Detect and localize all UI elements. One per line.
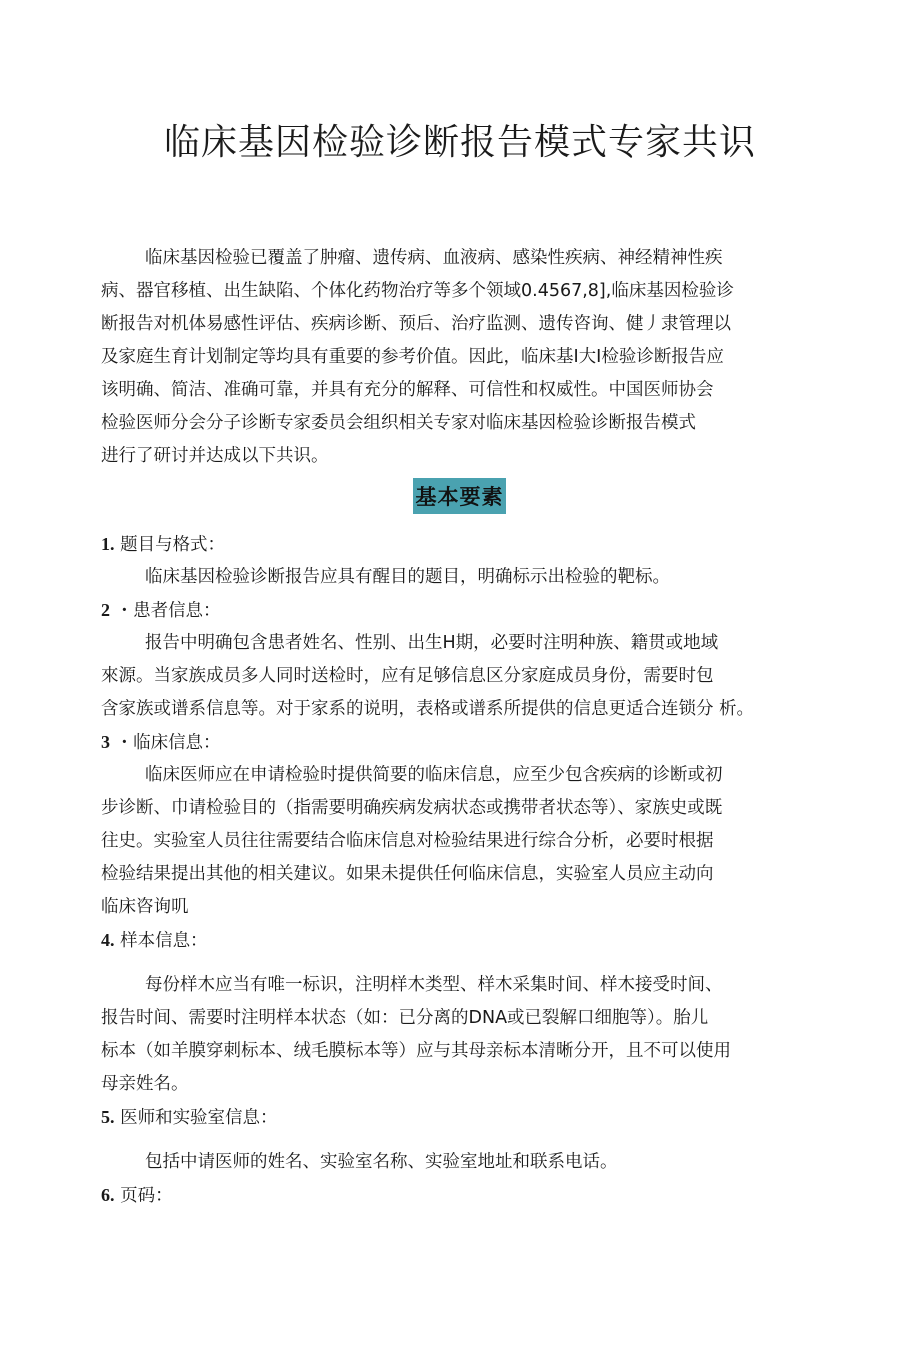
item-body-line: 步诊断、巾请检验目的（指需要明确疾病发病状态或携带者状态等）、家族史或既 [101,798,723,818]
item-number: 4. [101,930,115,950]
item-body-line: 含家族或谱系信息等。对于家系的说明，表格或谱系所提供的信息更适合连锁分 析。 [101,699,755,719]
item-number: 6. [101,1185,115,1205]
item-body-line: 报告时间、需要时注明样本状态（如：已分离的DNA或已裂解口细胞等）。胎儿 [101,1008,709,1028]
item-heading-page-number [101,1183,173,1208]
item-heading-title-format [101,532,225,557]
intro-line: 该明确、简洁、准确可靠，并具有充分的解释、可信性和权威性。中国医师协会 [101,380,714,400]
section-heading-banner [413,478,506,514]
item-number: 5. [101,1107,115,1127]
intro-line: 进行了研讨并达成以下共识。 [101,446,329,466]
item-body-line: 临床医师应在申请检验时提供简要的临床信息，应至少包含疾病的诊断或初 [145,765,723,785]
item-heading-patient-info [101,598,221,623]
section-heading: 基本要素 [415,485,504,509]
item-body-line: 母亲姓名。 [101,1074,189,1094]
document-title: 临床基因检验诊断报告模式专家共识 [163,122,756,163]
item-number: 3 [101,732,110,752]
item-body-line: 往史。实验室人员往往需要结合临床信息对检验结果进行综合分析，必要时根据 [101,831,714,851]
intro-line: 检验医师分会分子诊断专家委员会组织相关专家对临床基因检验诊断报告模式 [101,413,696,433]
item-heading-physician-lab-info [101,1105,278,1130]
item-body-line: 标本（如羊膜穿刺标本、绒毛膜标本等）应与其母亲标本清晰分开，且不可以使用 [101,1041,731,1061]
intro-line: 病、器官移植、出生缺陷、个体化药物治疗等多个领域0.4567,8],临床基因检验诊 [101,281,734,301]
item-label: ・临床信息： [110,733,221,753]
item-body-line: 每份样木应当有唯一标识，注明样木类型、样木采集时间、样木接受时间、 [145,975,723,995]
item-body-line: 包括中请医师的姓名、实验室名称、实验室地址和联系电话。 [145,1152,618,1172]
intro-line: 临床基因检验已覆盖了肿瘤、遗传病、血液病、感染性疾病、神经精神性疾 [145,248,723,268]
item-heading-sample-info [101,928,208,953]
intro-line: 断报告对机体易感性评估、疾病诊断、预后、治疗监测、遗传咨询、健丿隶管理以 [101,314,731,334]
item-label: 题目与格式： [114,535,226,555]
item-number: 1. [101,534,115,554]
intro-line: 及家庭生育计划制定等均具有重要的参考价值。因此，临床基Ⅰ大Ⅰ检验诊断报告应 [101,347,724,367]
item-body-line: 检验结果提出其他的相关建议。如果未提供任何临床信息，实验室人员应主动向 [101,864,714,884]
item-body-line: 临床基因检验诊断报告应具有醒目的题目，明确标示出检验的靶标。 [145,567,670,587]
item-label: 页码： [114,1186,173,1206]
item-heading-clinical-info [101,730,221,755]
item-label: 医师和实验室信息： [114,1108,278,1128]
item-body-line: 來源。当家族成员多人同时送检时，应有足够信息区分家庭成员身份，需要时包 [101,666,714,686]
item-body-line: 临床咨询叽 [101,897,189,917]
item-label: ・患者信息： [110,601,221,621]
item-number: 2 [101,600,110,620]
item-label: 样本信息： [114,931,208,951]
item-body-line: 报告中明确包含患者姓名、性别、出生H期，必要时注明种族、籍贯或地域 [145,633,719,653]
